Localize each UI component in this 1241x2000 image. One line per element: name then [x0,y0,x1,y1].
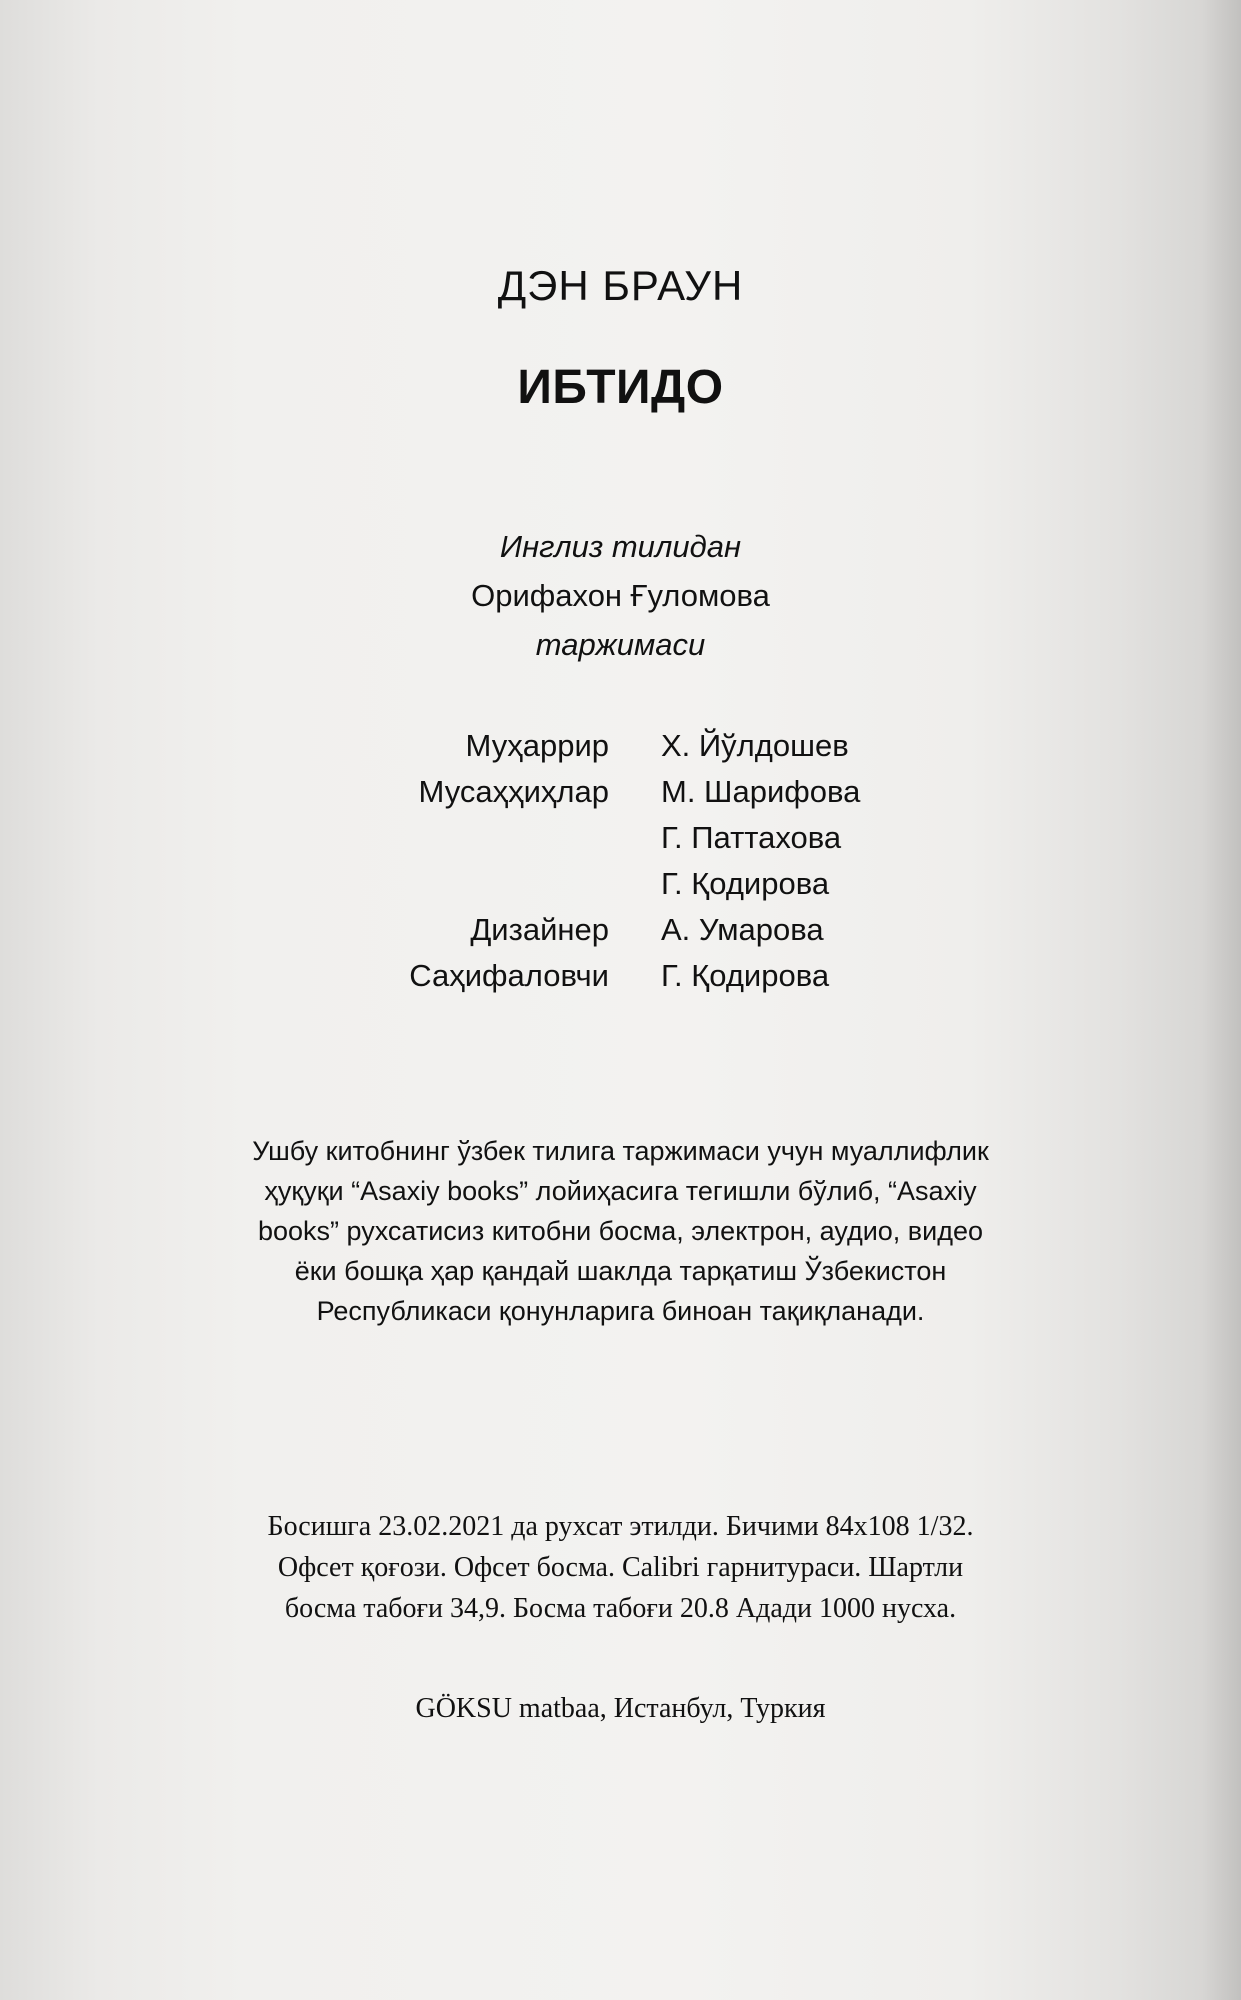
page-edge-shadow [1201,0,1241,2000]
credit-role: Дизайнер [470,912,609,947]
book-title: ИБТИДО [517,361,724,414]
translator-name: Орифахон Ғуломова [471,578,770,613]
credit-name: А. Умарова [661,912,824,947]
credits-list [0,728,1241,1004]
credit-name: Г. Паттахова [661,820,842,855]
imprint-line: босма табоғи 34,9. Босма табоғи 20.8 Адади 1000 нусха. [284,1593,957,1624]
credit-row [0,866,1241,912]
copyright-line: ёки бошқа ҳар қандай шаклда тарқатиш Ўзбекистон [294,1256,947,1286]
credit-role: Саҳифаловчи [409,958,609,993]
credit-row [0,728,1241,774]
imprint-line: Офсет қоғози. Офсет босма. Calibri гарнитураси. Шартли [277,1552,964,1583]
credit-row [0,958,1241,1004]
credit-row [0,912,1241,958]
translation-info [0,522,1241,669]
copyright-line: Ушбу китобнинг ўзбек тилига таржимаси учун муаллифлик [252,1136,989,1166]
credit-name: Г. Қодирова [661,866,830,901]
author-name: ДЭН БРАУН [497,262,744,309]
copyright-line: ҳуқуқи “Asaxiy books” лойиҳасига тегишли бўлиб, “Asaxiy [264,1176,977,1206]
printer-info: GÖKSU matbaa, Истанбул, Туркия [415,1693,826,1724]
copyright-line: Республикаси қонунларига биноан тақиқланади. [316,1296,925,1326]
translation-source-language: Инглиз тилидан [499,529,742,564]
credit-name: Х. Йўлдошев [661,728,849,763]
credit-name: М. Шарифова [661,774,861,809]
copyright-line: books” рухсатисиз китобни босма, электрон, аудио, видео [257,1216,984,1246]
translation-label: таржимаси [535,627,706,662]
credit-role: Мусаҳҳиҳлар [418,774,609,809]
credit-role: Муҳаррир [465,728,609,763]
print-imprint [175,1506,1066,1629]
credit-row [0,820,1241,866]
copyright-notice [180,1131,1061,1331]
credit-row [0,774,1241,820]
credit-name: Г. Қодирова [661,958,830,993]
imprint-line: Босишга 23.02.2021 да рухсат этилди. Бичими 84x108 1/32. [267,1511,974,1542]
